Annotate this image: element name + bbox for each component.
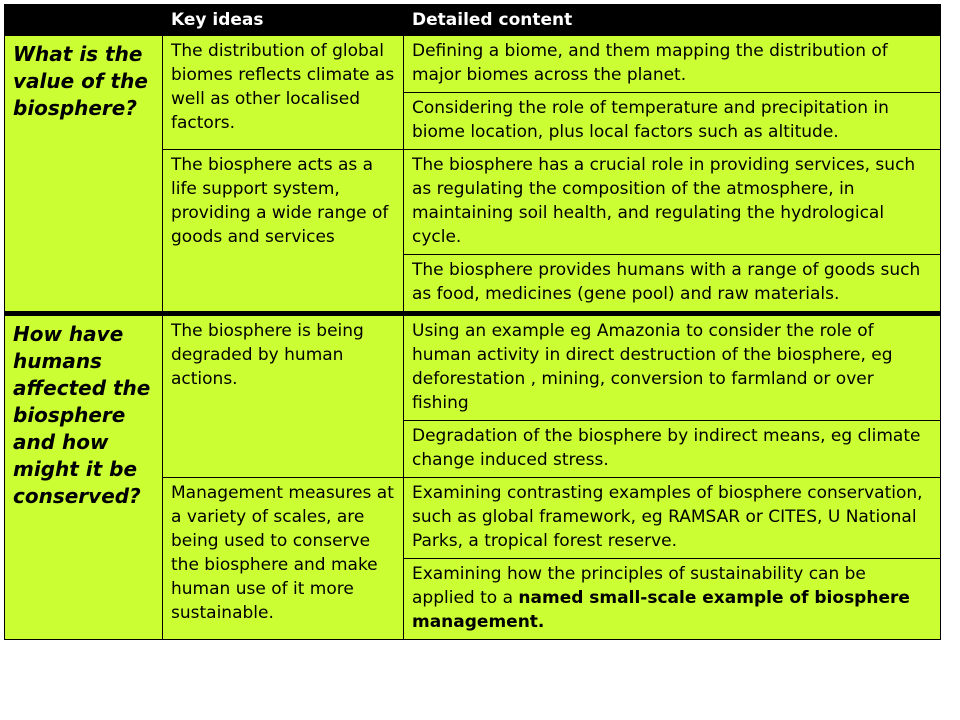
detail-bold-text: named small-scale example of biosphere management. [412, 588, 910, 632]
key-idea-cell: Management measures at a variety of scales, are being used to conserve the biosphere and make human use of it more sustainable. [163, 478, 404, 640]
detail-text: Examining how the principles of sustainability can be applied to a [412, 564, 866, 608]
question-cell: How have humans affected the biosphere and how might it be conserved? [5, 314, 163, 640]
detail-cell: Using an example eg Amazonia to consider the role of human activity in direct destruction of the biosphere, eg deforestation , mining, conversion to farmland or over fishing [404, 314, 941, 421]
detail-cell: Degradation of the biosphere by indirect means, eg climate change induced stress. [404, 421, 941, 478]
detail-cell: Examining contrasting examples of biosphere conservation, such as global framework, eg RAMSAR or CITES, U National Parks, a tropical forest reserve. [404, 478, 941, 559]
detail-cell: Defining a biome, and them mapping the distribution of major biomes across the planet. [404, 36, 941, 93]
detail-cell [404, 559, 941, 640]
content-table [4, 4, 941, 640]
detail-cell: The biosphere has a crucial role in providing services, such as regulating the composition of the atmosphere, in maintaining soil health, and regulating the hydrological cycle. [404, 150, 941, 255]
question-cell: What is the value of the biosphere? [5, 36, 163, 314]
table-row [5, 36, 941, 93]
detail-cell: Considering the role of temperature and precipitation in biome location, plus local factors such as altitude. [404, 93, 941, 150]
header-key-ideas: Key ideas [163, 5, 404, 36]
key-idea-cell: The distribution of global biomes reflects climate as well as other localised factors. [163, 36, 404, 150]
header-question-cell [5, 5, 163, 36]
detail-cell: The biosphere provides humans with a range of goods such as food, medicines (gene pool) and raw materials. [404, 255, 941, 314]
table-row [5, 314, 941, 421]
header-row [5, 5, 941, 36]
key-idea-cell: The biosphere acts as a life support system, providing a wide range of goods and services [163, 150, 404, 314]
header-detailed-content: Detailed content [404, 5, 941, 36]
key-idea-cell: The biosphere is being degraded by human actions. [163, 314, 404, 478]
